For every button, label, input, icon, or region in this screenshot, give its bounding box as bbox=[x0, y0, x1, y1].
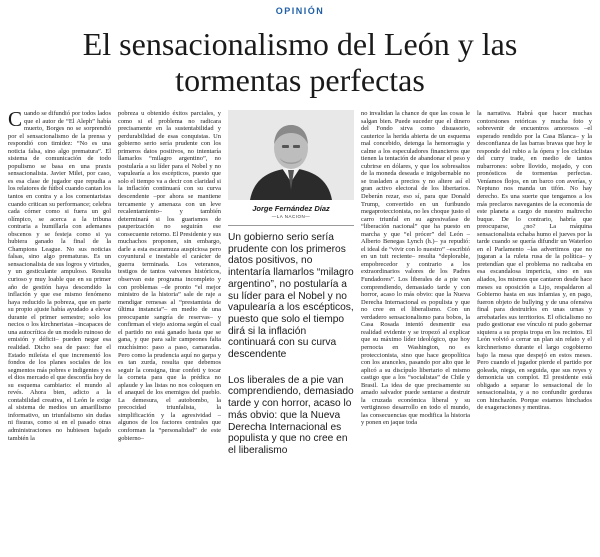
column-4-text: la narrativa. Habrá que hacer muchas contorsiones retóricas y mucha foto y sobrevenir de encuentros amorosos –el esperado rendido por la Casa Blanca– y la desconfianza de las barras bravas que hoy le responde del rubio a la ópera y los ciclistas del curry trade, en medio de tantos nubarrones: sobre llovido, mojado, y con pronósticos de tormentas perfectas. Veníamos flojos, en un barco con averías, y Neptuno nos manda un tifón. No hay derecho. Es una suerte que tengamos a los más preclaros navegantes de la economía de este planeta a cargo de nuestro maltrecho buque. De lo contrario, habría que preocuparse, ¿no? La máquina sensacionalista echaba humo el jueves por la tarde cuando se quería difundir un Waterloo en el Parlamento –las advertimos que no jugaran a la ruleta rusa de la política– y pretendían que el problema no radicaba en esa escandalosa impericia, sino en sus aliados, los mismos que cantaron desde hace meses su oposición a Lijo, respaldaron al Gobierno hasta en sus infamias y, en pago, fueron objeto de bullying y de una ofensiva final para destruirlos en unas urnas y arrebatarles sus territorios. El oficialismo no pudo gestionar ese vínculo ni pudo gobernar siquiera a su propia tropa en los recintos. El León volvió a cerrar un plan sin relato y el kirchnerismo durante el largo cogobierno bajo la mesa que despejó en estos meses. Pero cuando el jugador pierde el partido por goleada, niega, en seguida, que sus reyes y demonicia un complot. El presidente está obligado a separar lo sensacional de lo sensacionalista, y a no confundir gorduras con hinchazón. Porque estamos hinchados de exageraciones y mentiras. bbox=[477, 110, 592, 412]
drop-cap: C bbox=[8, 110, 23, 131]
divider bbox=[228, 225, 354, 226]
headline: El sensacionalismo del León y las tormentas perfectas bbox=[82, 26, 518, 98]
body-column-1 bbox=[8, 110, 111, 556]
author-portrait-icon bbox=[228, 110, 354, 200]
column-2-text: pobreza u obtenido éxitos parciales, y como si el problema no radicara precisamente en la sustentabilidad y perdurabilidad de esas conquistas. Un gobierno serio sería prudente con los primeros datos positivos, no intentaría llamarlos “milagro argentino”, no postularía a su líder para el Nobel y no vapulearía a los escépticos, puesto que solo el tiempo va a decir con claridad si la inflación continuará con su curva descendente –por ahora se mantiene tercamente y amenaza con un leve recalentamiento– y también determinará si los guarismos de pauperización no seguirán ese consecuente retorno. El Presidente y sus muchachos proponen, sin embargo, darle a esta escaramuza auspiciosa pero coyuntural e inestable el carácter de guerra terminada. Los veteranos, testigos de tantos vaivenes históricos, observan este programa incompleto y con problemas –de pronto “el mejor ministro de la historia” sale de raje a mendigar remesas al “prestamista de última instancia”– en medio de una preocupante sangría de reservas– y confirman el viejo axioma según el cual el partido no está ganado hasta que se gana, y que para salir campeones falta muchísimo: paso a paso, camaradas. Pero como la prudencia aquí no garpa y es tan zurda, resulta que debemos seguir la consigna, tirar confeti y tocar la corneta para que la prédica no aplaude y las listas no nos coloquen en el anaquel de los enemigos del pueblo. La demesura, el autobombo, la precocidad triunfalista, la simplificación y la agresividad –algunos de los factores centrales que conforman la “personalidad” de este gobierno– bbox=[118, 110, 221, 442]
section-tag: OPINIÓN bbox=[275, 6, 325, 16]
pullquote-1: Un gobierno serio sería prudente con los primeros datos positivos, no intentaría llamarlos “milagro argentino”, no postularía a su líder para el Nobel y no vapulearía a los escépticos, puesto que solo el tiempo dirá si la inflación continuará con su curva descendente bbox=[228, 232, 354, 361]
body-column-3 bbox=[361, 110, 470, 556]
author-photo bbox=[228, 110, 354, 200]
body-column-2 bbox=[118, 110, 221, 556]
pullquote-2: Los liberales de a pie van comprendiendo, demasiado tarde y con horror, acaso lo más obvio: que la Nueva Derecha Internacional es populista y que no cree en el liberalismo bbox=[228, 374, 354, 456]
body-column-4 bbox=[477, 110, 592, 556]
column-1-text: uando se difundió por todos lados que el autor de “El Aleph” había muerto, Borges no se sorprendió por el sensacionalismo de la prensa y respondió con timidez: “No es una noticia falsa, sino algo prematura”. El sistema de comunicación de todo populismo se basa en una praxis sensacionalista. Javier Milei, por caso, es esa clase de jugador que repudia a los relatores de fútbol cuando cantan los tantos en contra y a los comentaristas cuando critican su performance; celebra cada córner como si fuera un gol olímpico, se acerca a la tribuna contraria a humillarla con ademanes obscenos y se festeja como si ya hubiera ganado la final de la Champions League. No sus noticias falsas, sino algo prematuras. Es un sensacionalista de sus logros y virtudes, y un gesticulante ampuloso. Resulta curioso y muy loable que en su primer año de gestión haya descendido la inflación y que ese mismo fenómeno haya reducido la pobreza, que en parte su propio ajuste había ayudado a elevar durante el primer semestre; solo los necios o los kirchneristas –incapaces de una autocrítica de un modelo ruinoso de emisión y déficit– pueden negar esa realidad. Dicho sea de paso: fue el Estado mileísta el que incrementó los fondos de los planes sociales de los segmentos más pobres e indigentes y es el dios mercado el que desconfía hoy de su esquema cambiario: el mundo al revés. Ahora bien, adicto a la contabilidad creativa, el León le exige al sistema de medios un amarillismo informativo, un triunfalismo sin dudas ni fisuras, como si en el pasado otras administraciones no hubiesen bajado también la bbox=[8, 110, 111, 442]
author-outlet: —LA NACION— bbox=[271, 214, 311, 219]
author-name: Jorge Fernández Díaz bbox=[252, 204, 330, 213]
column-3-text: no invalidan la chance de que las cosas le salgan bien. Puede suceder que el dinero del Fondo sirva como disuasorio, cauterice la herida abierta de un esquema mal concebido, detenga la hemorragia y calme a los especuladores financieros que tienen la tentación de abandonar el peso y cubrirse en dólares, y que los sobresaltos de la moneda deseada e inigobernable no se trasladen a precios y no altere así el gran activo electoral de los libertarios. Deberán rezar, eso sí, para que Donald Trump, convertido en un furibundo megaproteccionista, no les choque justo el carro triunfal en su agresivafase de “liberación nacional” que ha puesto en marcha y que “el prócer” del León –Alberto Benegas Lynch (h.)– ya repudió: el ideal de “vivir con lo nuestro” –escribió en un tuit reciente– resulta “deplorable, empobrecedor y contrario a los extraordinarios valores de los Padres Fundadores”. Los liberales de a pie van comprendiendo, demasiado tarde y con horror, acaso lo más obvio: que la Nueva Derecha Internacional es populista y que no cree en el liberalismo. Con un verdadero sensacionalismo para bobos, la Casa Rosada intentó desmentir esa realidad evidente y se tropezó al explicar que su máximo líder ideológico, que hoy pernocta en Washington, no es proteccionista, sino que hace geopolítica con los aranceles, pasando por alto que le aplicó a su discípulo libertario el mismo castigo que a los “socialistas” de Chile y Brasil. La idea de que precisamente su amado salvador puede sentarse a destruir la cruzada económica liberal y su vertiginoso desarrollo en todo el mundo, las consecuencias que modifica la historia y ponen en jaque toda bbox=[361, 110, 470, 427]
author-panel bbox=[228, 110, 354, 457]
